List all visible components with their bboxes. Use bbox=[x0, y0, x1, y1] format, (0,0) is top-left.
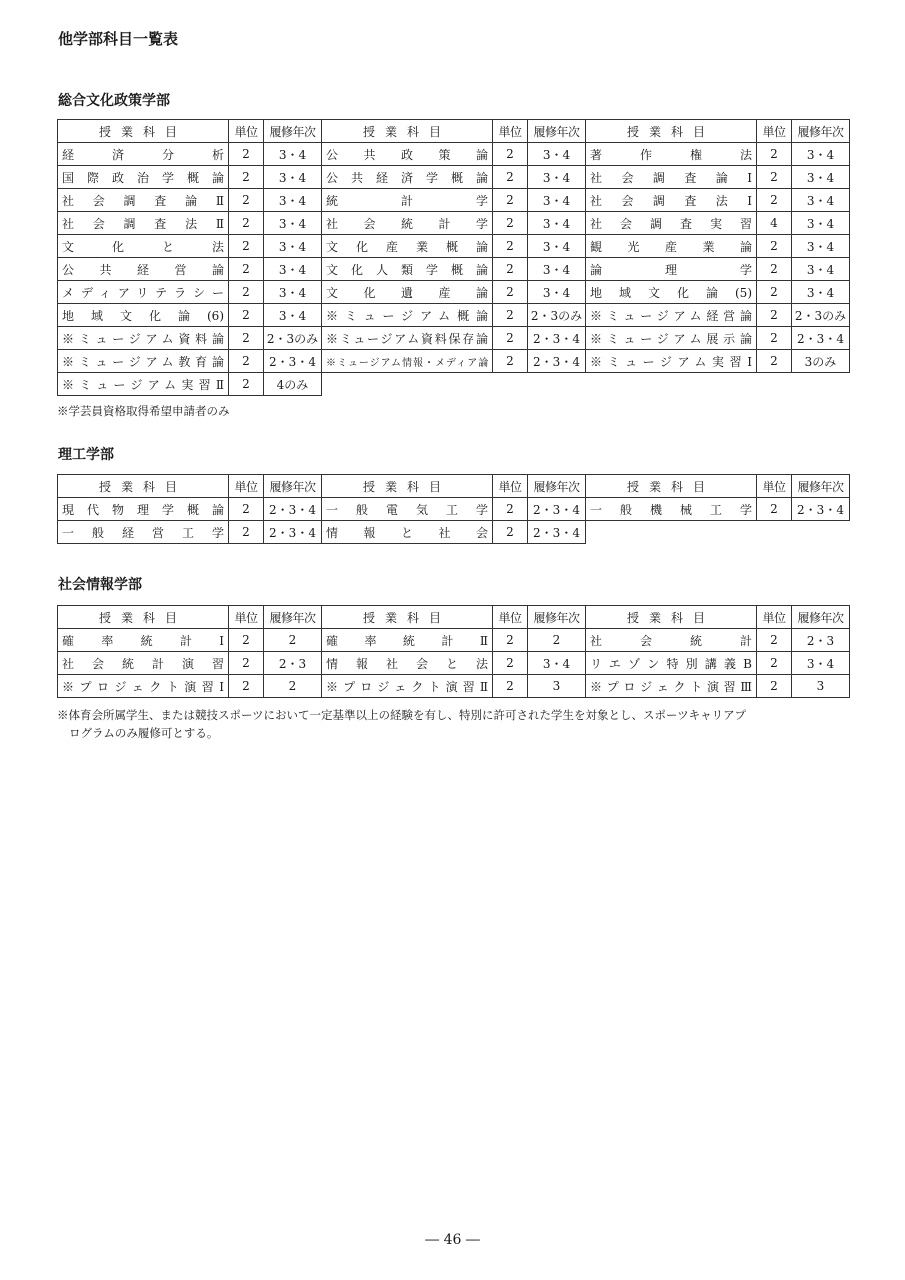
course-units: 2 bbox=[757, 629, 792, 652]
section-title-sogo-bunka: 総合文化政策学部 bbox=[58, 93, 170, 109]
header-year: 履修年次 bbox=[528, 606, 586, 629]
course-year: 3・4 bbox=[792, 166, 850, 189]
course-units: 2 bbox=[493, 327, 528, 350]
header-subject: 授業科目 bbox=[586, 475, 757, 498]
header-unit: 単位 bbox=[757, 606, 792, 629]
course-name: 観光産業論 bbox=[586, 235, 757, 258]
course-units: 2 bbox=[757, 304, 792, 327]
course-units: 2 bbox=[493, 350, 528, 373]
note-sports-line2: ログラムのみ履修可とする。 bbox=[69, 726, 219, 740]
table-row bbox=[58, 258, 850, 281]
course-year: 3・4 bbox=[528, 652, 586, 675]
course-year: 2 bbox=[264, 675, 322, 698]
course-units: 2 bbox=[757, 675, 792, 698]
course-name: 一般機械工学 bbox=[586, 498, 757, 521]
table-header-row bbox=[58, 120, 850, 143]
course-year: 2・3・4 bbox=[528, 350, 586, 373]
header-unit: 単位 bbox=[493, 475, 528, 498]
course-name: ※ミュージアム経営論 bbox=[586, 304, 757, 327]
course-year: 2・3のみ bbox=[264, 327, 322, 350]
note-curator: ※学芸員資格取得希望申請者のみ bbox=[57, 404, 230, 418]
table-header-row bbox=[58, 475, 850, 498]
course-name: 著作権法 bbox=[586, 143, 757, 166]
table-row bbox=[58, 189, 850, 212]
empty-cell bbox=[792, 521, 850, 544]
course-units: 2 bbox=[757, 258, 792, 281]
course-name: メディアリテラシー bbox=[58, 281, 229, 304]
header-unit: 単位 bbox=[757, 475, 792, 498]
course-name: 文化と法 bbox=[58, 235, 229, 258]
header-subject: 授業科目 bbox=[322, 606, 493, 629]
course-name: ※プロジェクト演習Ⅰ bbox=[58, 675, 229, 698]
header-subject: 授業科目 bbox=[58, 606, 229, 629]
course-units: 2 bbox=[493, 281, 528, 304]
course-units: 2 bbox=[229, 304, 264, 327]
header-year: 履修年次 bbox=[792, 120, 850, 143]
course-name: ※プロジェクト演習Ⅲ bbox=[586, 675, 757, 698]
course-year: 3・4 bbox=[792, 281, 850, 304]
course-units: 2 bbox=[229, 281, 264, 304]
table-row bbox=[58, 212, 850, 235]
course-year: 3・4 bbox=[264, 258, 322, 281]
course-units: 2 bbox=[757, 498, 792, 521]
course-name: ※ミュージアム情報・メディア論 bbox=[322, 350, 493, 373]
course-name: 公共経済学概論 bbox=[322, 166, 493, 189]
course-name: 社会統計 bbox=[586, 629, 757, 652]
course-units: 2 bbox=[493, 304, 528, 327]
header-unit: 単位 bbox=[229, 475, 264, 498]
empty-cell bbox=[757, 373, 792, 396]
note-sports bbox=[57, 706, 837, 742]
course-name: ※ミュージアム資料保存論 bbox=[322, 327, 493, 350]
header-year: 履修年次 bbox=[792, 475, 850, 498]
table-row bbox=[58, 521, 850, 544]
course-year: 3・4 bbox=[792, 143, 850, 166]
course-units: 2 bbox=[229, 373, 264, 396]
course-year: 3・4 bbox=[264, 212, 322, 235]
course-name: ※ミュージアム資料論 bbox=[58, 327, 229, 350]
table-row bbox=[58, 304, 850, 327]
course-year: 2・3・4 bbox=[264, 521, 322, 544]
course-name: 情報と社会 bbox=[322, 521, 493, 544]
course-table-riko bbox=[57, 474, 850, 544]
course-name: 社会統計演習 bbox=[58, 652, 229, 675]
course-name: ※ミュージアム実習Ⅰ bbox=[586, 350, 757, 373]
header-subject: 授業科目 bbox=[58, 120, 229, 143]
header-year: 履修年次 bbox=[264, 475, 322, 498]
course-year: 3・4 bbox=[528, 189, 586, 212]
empty-cell bbox=[322, 373, 493, 396]
course-units: 2 bbox=[757, 350, 792, 373]
course-year: 3・4 bbox=[264, 281, 322, 304]
course-year: 4のみ bbox=[264, 373, 322, 396]
header-subject: 授業科目 bbox=[322, 475, 493, 498]
course-name: 地域文化論(6) bbox=[58, 304, 229, 327]
course-units: 2 bbox=[493, 652, 528, 675]
course-year: 2 bbox=[528, 629, 586, 652]
course-year: 2 bbox=[264, 629, 322, 652]
table-row bbox=[58, 498, 850, 521]
course-year: 2・3のみ bbox=[528, 304, 586, 327]
header-year: 履修年次 bbox=[528, 120, 586, 143]
course-name: 社会調査法Ⅰ bbox=[586, 189, 757, 212]
course-year: 3・4 bbox=[528, 143, 586, 166]
course-name: 社会調査実習 bbox=[586, 212, 757, 235]
course-units: 2 bbox=[493, 143, 528, 166]
course-units: 2 bbox=[757, 652, 792, 675]
course-units: 2 bbox=[229, 327, 264, 350]
course-name: 一般電気工学 bbox=[322, 498, 493, 521]
course-year: 3・4 bbox=[264, 143, 322, 166]
course-name: リエゾン特別講義B bbox=[586, 652, 757, 675]
table-row bbox=[58, 143, 850, 166]
page-title: 他学部科目一覧表 bbox=[58, 30, 179, 48]
course-units: 2 bbox=[757, 189, 792, 212]
course-name: 文化人類学概論 bbox=[322, 258, 493, 281]
course-year: 2・3のみ bbox=[792, 304, 850, 327]
course-year: 3・4 bbox=[264, 304, 322, 327]
course-table-shakai-joho bbox=[57, 605, 850, 698]
course-year: 2・3・4 bbox=[528, 498, 586, 521]
header-unit: 単位 bbox=[229, 606, 264, 629]
empty-cell bbox=[586, 521, 757, 544]
course-year: 3・4 bbox=[792, 235, 850, 258]
header-year: 履修年次 bbox=[792, 606, 850, 629]
header-year: 履修年次 bbox=[528, 475, 586, 498]
table-row bbox=[58, 373, 850, 396]
course-units: 2 bbox=[493, 235, 528, 258]
course-units: 2 bbox=[493, 629, 528, 652]
header-unit: 単位 bbox=[757, 120, 792, 143]
course-name: 確率統計Ⅱ bbox=[322, 629, 493, 652]
course-year: 3 bbox=[528, 675, 586, 698]
course-name: 国際政治学概論 bbox=[58, 166, 229, 189]
section-title-riko: 理工学部 bbox=[58, 447, 114, 463]
table-row bbox=[58, 675, 850, 698]
header-subject: 授業科目 bbox=[586, 120, 757, 143]
page-number: ― 46 ― bbox=[425, 1232, 480, 1248]
course-year: 3 bbox=[792, 675, 850, 698]
course-year: 2・3 bbox=[792, 629, 850, 652]
header-subject: 授業科目 bbox=[322, 120, 493, 143]
course-name: ※ミュージアム概論 bbox=[322, 304, 493, 327]
course-year: 3のみ bbox=[792, 350, 850, 373]
course-units: 2 bbox=[229, 629, 264, 652]
table-row bbox=[58, 350, 850, 373]
header-unit: 単位 bbox=[493, 120, 528, 143]
course-year: 3・4 bbox=[264, 189, 322, 212]
course-units: 2 bbox=[757, 143, 792, 166]
empty-cell bbox=[493, 373, 528, 396]
course-year: 3・4 bbox=[792, 212, 850, 235]
course-name: 統計学 bbox=[322, 189, 493, 212]
header-subject: 授業科目 bbox=[58, 475, 229, 498]
course-name: 社会調査法Ⅱ bbox=[58, 212, 229, 235]
course-name: 論理学 bbox=[586, 258, 757, 281]
course-name: 社会調査論Ⅱ bbox=[58, 189, 229, 212]
course-name: 地域文化論(5) bbox=[586, 281, 757, 304]
course-units: 2 bbox=[493, 166, 528, 189]
course-year: 2・3・4 bbox=[792, 327, 850, 350]
course-units: 2 bbox=[493, 521, 528, 544]
table-row bbox=[58, 281, 850, 304]
course-year: 3・4 bbox=[528, 281, 586, 304]
course-year: 2・3・4 bbox=[264, 498, 322, 521]
course-units: 2 bbox=[229, 189, 264, 212]
table-row bbox=[58, 629, 850, 652]
course-units: 2 bbox=[757, 327, 792, 350]
course-units: 2 bbox=[229, 521, 264, 544]
course-name: ※プロジェクト演習Ⅱ bbox=[322, 675, 493, 698]
course-name: 公共政策論 bbox=[322, 143, 493, 166]
header-unit: 単位 bbox=[229, 120, 264, 143]
course-units: 2 bbox=[757, 281, 792, 304]
course-units: 2 bbox=[493, 189, 528, 212]
course-name: 社会統計学 bbox=[322, 212, 493, 235]
course-units: 2 bbox=[229, 498, 264, 521]
header-year: 履修年次 bbox=[264, 606, 322, 629]
course-units: 2 bbox=[229, 350, 264, 373]
header-unit: 単位 bbox=[493, 606, 528, 629]
course-year: 3・4 bbox=[792, 652, 850, 675]
course-units: 2 bbox=[493, 498, 528, 521]
course-units: 2 bbox=[229, 166, 264, 189]
empty-cell bbox=[757, 521, 792, 544]
table-row bbox=[58, 166, 850, 189]
course-units: 2 bbox=[757, 166, 792, 189]
course-year: 2・3・4 bbox=[528, 327, 586, 350]
header-year: 履修年次 bbox=[264, 120, 322, 143]
course-units: 2 bbox=[229, 212, 264, 235]
course-units: 2 bbox=[493, 258, 528, 281]
course-name: 文化遺産論 bbox=[322, 281, 493, 304]
course-name: 文化産業概論 bbox=[322, 235, 493, 258]
course-units: 2 bbox=[493, 212, 528, 235]
course-units: 2 bbox=[229, 675, 264, 698]
course-units: 2 bbox=[229, 652, 264, 675]
course-units: 2 bbox=[229, 143, 264, 166]
course-year: 3・4 bbox=[264, 166, 322, 189]
course-year: 3・4 bbox=[528, 212, 586, 235]
course-name: 現代物理学概論 bbox=[58, 498, 229, 521]
course-year: 3・4 bbox=[528, 235, 586, 258]
course-year: 3・4 bbox=[528, 166, 586, 189]
course-table-sogo-bunka bbox=[57, 119, 850, 396]
course-year: 2・3・4 bbox=[264, 350, 322, 373]
section-title-shakai-joho: 社会情報学部 bbox=[58, 577, 142, 593]
note-sports-line1: ※体育会所属学生、または競技スポーツにおいて一定基準以上の経験を有し、特別に許可された学生を対象とし、スポーツキャリアプ bbox=[57, 708, 747, 722]
course-name: 情報社会と法 bbox=[322, 652, 493, 675]
course-year: 3・4 bbox=[264, 235, 322, 258]
course-units: 2 bbox=[493, 675, 528, 698]
course-year: 2・3・4 bbox=[528, 521, 586, 544]
course-name: 一般経営工学 bbox=[58, 521, 229, 544]
course-units: 2 bbox=[229, 235, 264, 258]
course-name: ※ミュージアム教育論 bbox=[58, 350, 229, 373]
course-year: 2・3 bbox=[264, 652, 322, 675]
empty-cell bbox=[586, 373, 757, 396]
course-name: 公共経営論 bbox=[58, 258, 229, 281]
course-year: 2・3・4 bbox=[792, 498, 850, 521]
empty-cell bbox=[792, 373, 850, 396]
table-row bbox=[58, 652, 850, 675]
header-subject: 授業科目 bbox=[586, 606, 757, 629]
course-name: ※ミュージアム実習Ⅱ bbox=[58, 373, 229, 396]
course-name: 経済分析 bbox=[58, 143, 229, 166]
table-row bbox=[58, 327, 850, 350]
course-year: 3・4 bbox=[792, 189, 850, 212]
course-name: 確率統計Ⅰ bbox=[58, 629, 229, 652]
course-units: 4 bbox=[757, 212, 792, 235]
empty-cell bbox=[528, 373, 586, 396]
table-header-row bbox=[58, 606, 850, 629]
course-name: 社会調査論Ⅰ bbox=[586, 166, 757, 189]
course-name: ※ミュージアム展示論 bbox=[586, 327, 757, 350]
table-row bbox=[58, 235, 850, 258]
course-year: 3・4 bbox=[792, 258, 850, 281]
course-units: 2 bbox=[229, 258, 264, 281]
course-units: 2 bbox=[757, 235, 792, 258]
course-year: 3・4 bbox=[528, 258, 586, 281]
